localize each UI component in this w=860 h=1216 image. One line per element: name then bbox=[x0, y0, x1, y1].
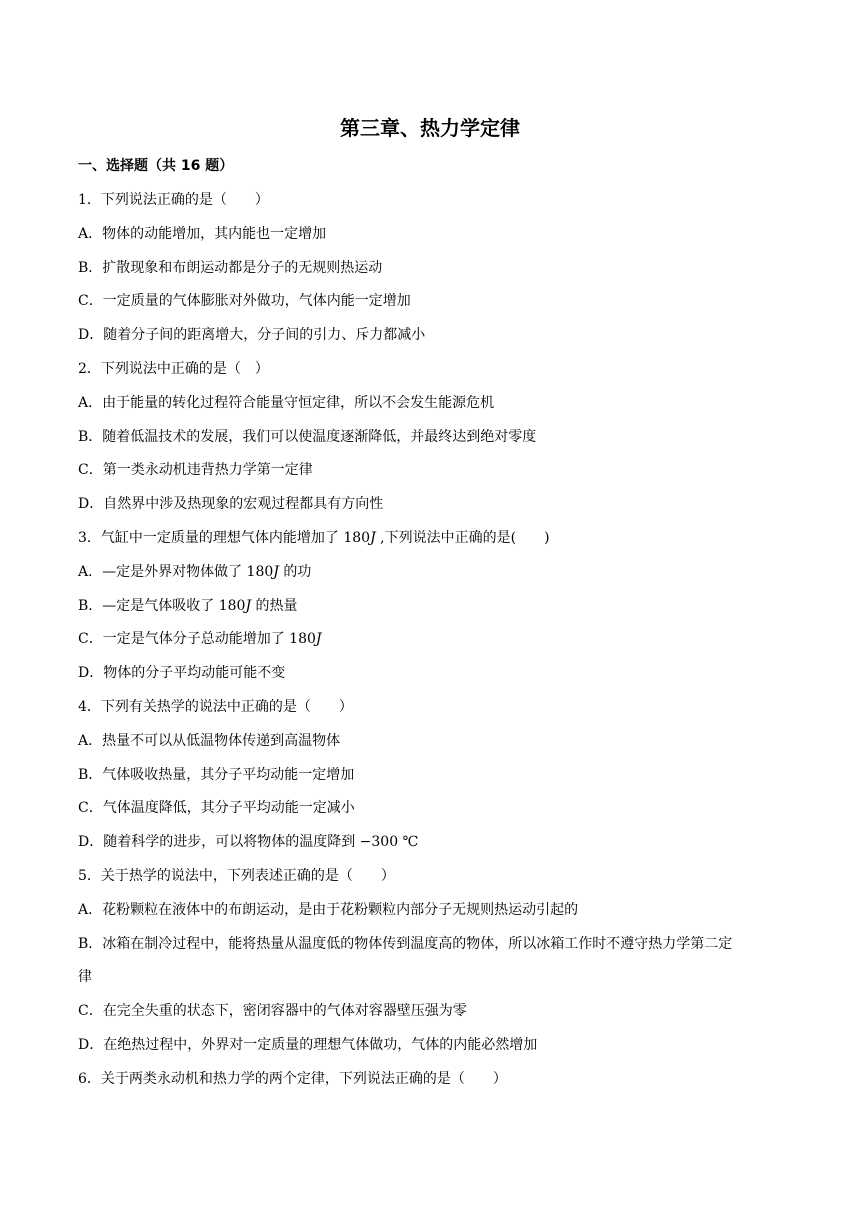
question-5-option-a: A．花粉颗粒在液体中的布朗运动，是由于花粉颗粒内部分子无规则热运动引起的 bbox=[78, 902, 579, 918]
option-text: C．一定是气体分子总动能增加了 180 bbox=[78, 631, 316, 647]
question-4-option-c: C．气体温度降低，其分子平均动能一定减小 bbox=[78, 800, 355, 816]
section-heading: 一、选择题（共 16 题） bbox=[78, 158, 234, 174]
question-1-stem: 1．下列说法正确的是（ ） bbox=[78, 192, 269, 208]
question-4-option-a: A．热量不可以从低温物体传递到高温物体 bbox=[78, 733, 341, 749]
question-1-option-a: A．物体的动能增加，其内能也一定增加 bbox=[78, 226, 327, 242]
question-2-stem: 2．下列说法中正确的是（ ） bbox=[78, 361, 269, 377]
unit-joule: J bbox=[370, 530, 376, 546]
question-4-option-d: D．随着科学的进步，可以将物体的温度降到 −300 ℃ bbox=[78, 834, 419, 850]
option-tail: 的功 bbox=[278, 564, 312, 580]
question-4-stem: 4．下列有关热学的说法中正确的是（ ） bbox=[78, 699, 353, 715]
option-tail: 的热量 bbox=[251, 598, 298, 614]
question-6-stem: 6．关于两类永动机和热力学的两个定律，下列说法正确的是（ ） bbox=[78, 1071, 507, 1087]
page-title: 第三章、热力学定律 bbox=[340, 116, 520, 140]
question-3-option-d bbox=[78, 661, 798, 685]
question-3-stem-tail: ,下列说法中正确的是( ) bbox=[375, 530, 550, 546]
unit-joule: J bbox=[245, 598, 252, 614]
option-text: B．—定是气体吸收了 180 bbox=[78, 598, 246, 614]
question-3-stem bbox=[78, 526, 798, 550]
question-2-option-a: A．由于能量的转化过程符合能量守恒定律，所以不会发生能源危机 bbox=[78, 395, 495, 411]
question-3-option-a bbox=[78, 560, 798, 584]
question-5-option-d: D．在绝热过程中，外界对一定质量的理想气体做功，气体的内能必然增加 bbox=[78, 1037, 538, 1053]
question-3-stem-text: 3．气缸中一定质量的理想气体内能增加了 180 bbox=[78, 530, 371, 546]
question-2-option-c: C．第一类永动机违背热力学第一定律 bbox=[78, 462, 313, 478]
question-3-option-b bbox=[78, 594, 798, 618]
unit-joule: J bbox=[315, 631, 322, 647]
question-5-option-b-continued: 律 bbox=[78, 969, 92, 985]
option-text: D．物体的分子平均动能可能不变 bbox=[78, 665, 286, 681]
question-1-option-c: C．一定质量的气体膨胀对外做功，气体内能一定增加 bbox=[78, 293, 411, 309]
question-3-option-c bbox=[78, 627, 798, 651]
unit-joule: J bbox=[273, 564, 279, 580]
question-4-option-b: B．气体吸收热量，其分子平均动能一定增加 bbox=[78, 767, 355, 783]
question-5-option-c: C．在完全失重的状态下，密闭容器中的气体对容器壁压强为零 bbox=[78, 1003, 467, 1019]
question-5-stem: 5．关于热学的说法中，下列表述正确的是（ ） bbox=[78, 868, 395, 884]
question-2-option-b: B．随着低温技术的发展，我们可以使温度逐渐降低，并最终达到绝对零度 bbox=[78, 429, 537, 445]
option-text: A．—定是外界对物体做了 180 bbox=[78, 564, 274, 580]
question-1-option-b: B．扩散现象和布朗运动都是分子的无规则热运动 bbox=[78, 260, 383, 276]
question-2-option-d: D．自然界中涉及热现象的宏观过程都具有方向性 bbox=[78, 496, 384, 512]
question-5-option-b: B．冰箱在制冷过程中，能将热量从温度低的物体传到温度高的物体，所以冰箱工作时不遵守热力学第二定 bbox=[78, 936, 733, 952]
question-1-option-d: D．随着分子间的距离增大，分子间的引力、斥力都减小 bbox=[78, 327, 426, 343]
